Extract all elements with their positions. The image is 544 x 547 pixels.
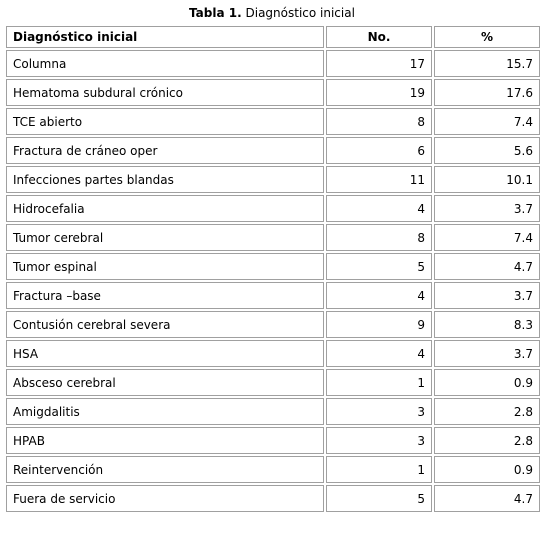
table-row xyxy=(6,369,540,396)
cell-count: 8 xyxy=(326,224,432,251)
cell-count: 3 xyxy=(326,427,432,454)
diagnosis-table xyxy=(4,24,542,514)
table-row xyxy=(6,485,540,512)
cell-diagnosis: Fractura –base xyxy=(6,282,324,309)
cell-percent: 2.8 xyxy=(434,398,540,425)
cell-percent: 0.9 xyxy=(434,456,540,483)
cell-diagnosis: Hematoma subdural crónico xyxy=(6,79,324,106)
cell-count: 5 xyxy=(326,485,432,512)
cell-count: 6 xyxy=(326,137,432,164)
cell-diagnosis: Amigdalitis xyxy=(6,398,324,425)
caption-title: Diagnóstico inicial xyxy=(245,6,355,20)
cell-diagnosis: Absceso cerebral xyxy=(6,369,324,396)
cell-percent: 15.7 xyxy=(434,50,540,77)
cell-percent: 3.7 xyxy=(434,282,540,309)
cell-count: 11 xyxy=(326,166,432,193)
cell-percent: 0.9 xyxy=(434,369,540,396)
cell-count: 1 xyxy=(326,369,432,396)
table-caption xyxy=(0,0,544,24)
table-row xyxy=(6,166,540,193)
cell-percent: 8.3 xyxy=(434,311,540,338)
header-percent: % xyxy=(434,26,540,48)
cell-percent: 17.6 xyxy=(434,79,540,106)
cell-diagnosis: TCE abierto xyxy=(6,108,324,135)
cell-diagnosis: Hidrocefalia xyxy=(6,195,324,222)
cell-diagnosis: HSA xyxy=(6,340,324,367)
cell-diagnosis: HPAB xyxy=(6,427,324,454)
cell-diagnosis: Tumor cerebral xyxy=(6,224,324,251)
cell-count: 1 xyxy=(326,456,432,483)
table-row xyxy=(6,340,540,367)
cell-percent: 5.6 xyxy=(434,137,540,164)
table-row xyxy=(6,311,540,338)
table-row xyxy=(6,398,540,425)
cell-percent: 10.1 xyxy=(434,166,540,193)
caption-label: Tabla 1. xyxy=(189,6,242,20)
table-row xyxy=(6,50,540,77)
cell-percent: 4.7 xyxy=(434,253,540,280)
cell-diagnosis: Fuera de servicio xyxy=(6,485,324,512)
cell-diagnosis: Reintervención xyxy=(6,456,324,483)
table-row xyxy=(6,195,540,222)
table-row xyxy=(6,282,540,309)
cell-count: 8 xyxy=(326,108,432,135)
table-row xyxy=(6,253,540,280)
cell-diagnosis: Contusión cerebral severa xyxy=(6,311,324,338)
cell-diagnosis: Infecciones partes blandas xyxy=(6,166,324,193)
cell-percent: 3.7 xyxy=(434,195,540,222)
header-diagnosis: Diagnóstico inicial xyxy=(6,26,324,48)
cell-diagnosis: Columna xyxy=(6,50,324,77)
cell-count: 9 xyxy=(326,311,432,338)
table-body xyxy=(6,50,540,512)
cell-count: 19 xyxy=(326,79,432,106)
header-count: No. xyxy=(326,26,432,48)
table-row xyxy=(6,427,540,454)
cell-count: 4 xyxy=(326,195,432,222)
table-row xyxy=(6,79,540,106)
table-row xyxy=(6,224,540,251)
cell-percent: 3.7 xyxy=(434,340,540,367)
cell-count: 4 xyxy=(326,340,432,367)
cell-percent: 2.8 xyxy=(434,427,540,454)
table-row xyxy=(6,137,540,164)
cell-diagnosis: Fractura de cráneo oper xyxy=(6,137,324,164)
cell-percent: 7.4 xyxy=(434,224,540,251)
cell-percent: 7.4 xyxy=(434,108,540,135)
cell-count: 5 xyxy=(326,253,432,280)
table-header-row xyxy=(6,26,540,48)
cell-count: 17 xyxy=(326,50,432,77)
cell-diagnosis: Tumor espinal xyxy=(6,253,324,280)
cell-count: 3 xyxy=(326,398,432,425)
cell-count: 4 xyxy=(326,282,432,309)
table-row xyxy=(6,456,540,483)
cell-percent: 4.7 xyxy=(434,485,540,512)
table-row xyxy=(6,108,540,135)
